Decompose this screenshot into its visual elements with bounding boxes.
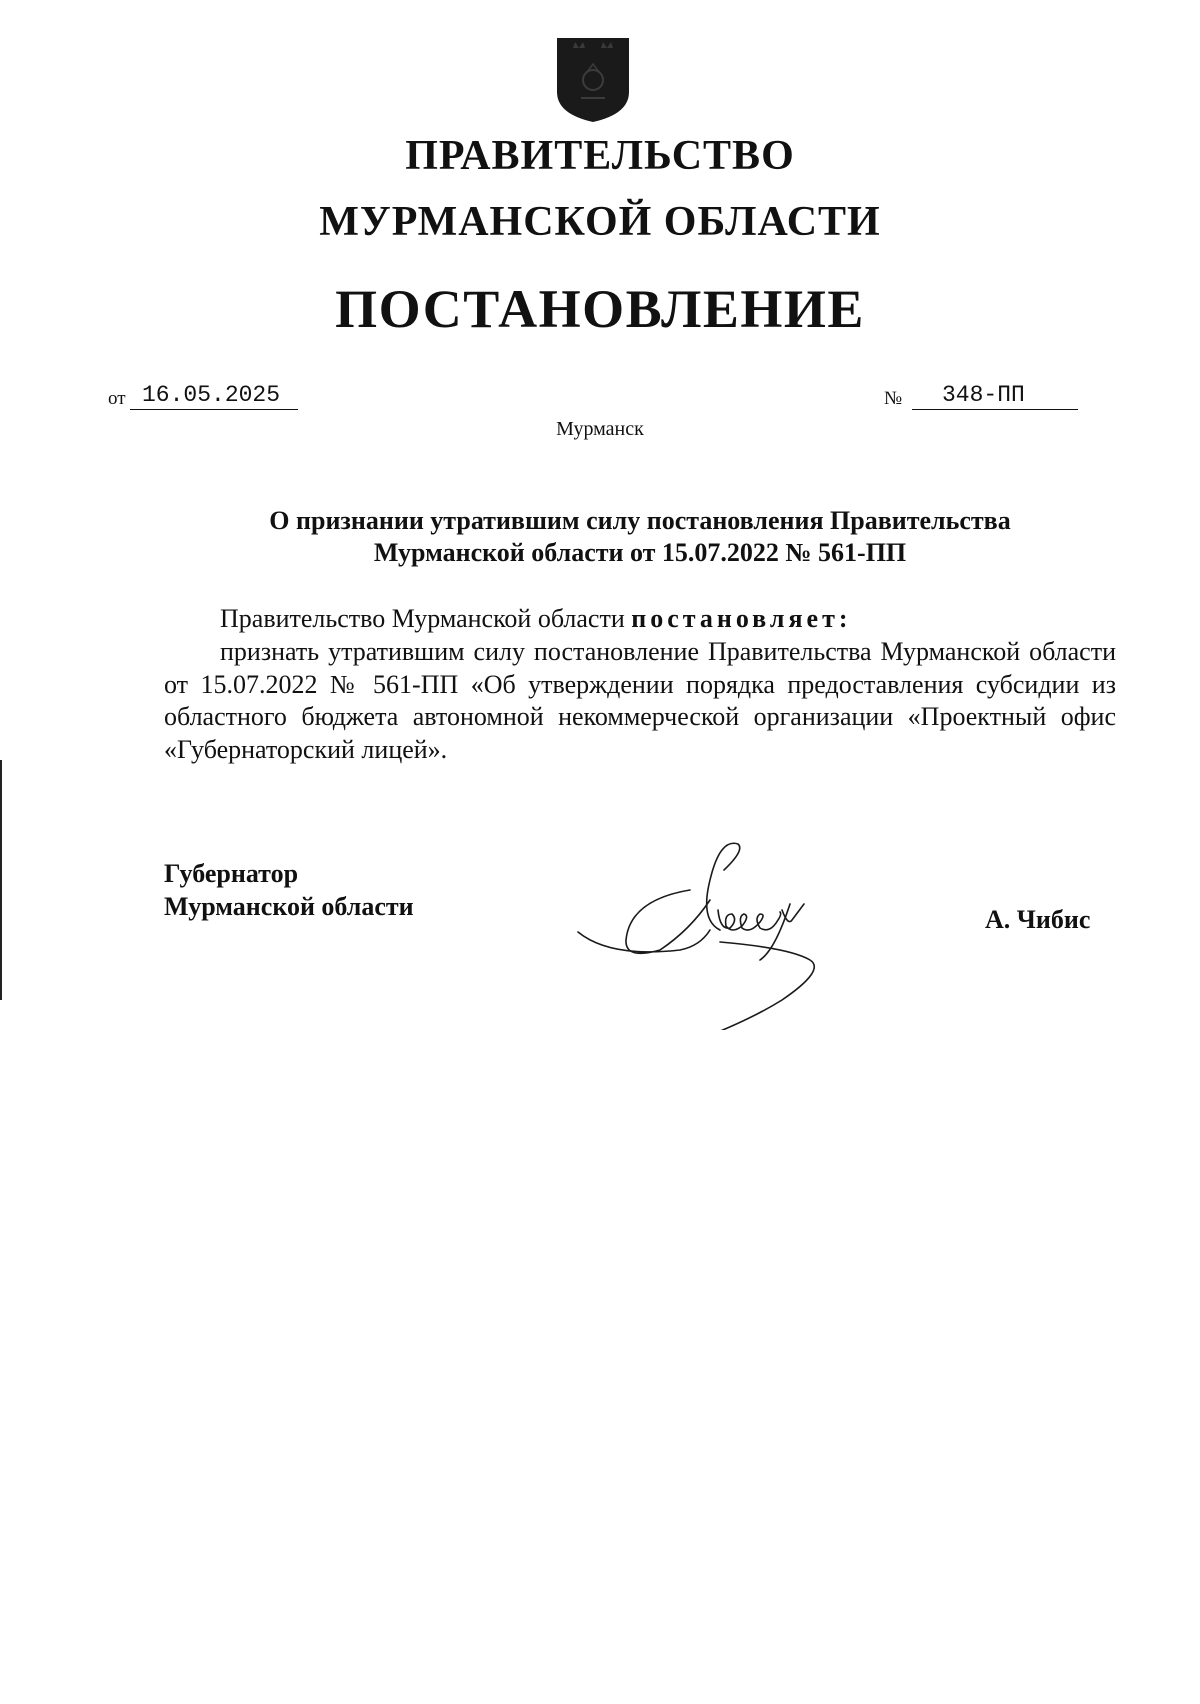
subject-line2: Мурманской области от 15.07.2022 № 561-ПП bbox=[373, 538, 907, 567]
position-line2: Мурманской области bbox=[164, 892, 414, 921]
signatory-name: А. Чибис bbox=[985, 905, 1091, 934]
document-date: 16.05.2025 bbox=[130, 380, 298, 410]
organization-title-line1: ПРАВИТЕЛЬСТВО bbox=[405, 133, 795, 179]
handwritten-signature bbox=[570, 830, 870, 1030]
document-type-title: ПОСТАНОВЛЕНИЕ bbox=[335, 279, 865, 339]
document-subject bbox=[200, 505, 1080, 569]
preamble-resolves: постановляет: bbox=[631, 604, 852, 633]
number-prefix: № bbox=[884, 388, 903, 409]
signatory-position bbox=[164, 857, 414, 923]
issue-city: Мурманск bbox=[556, 418, 644, 440]
document-number: 348-ПП bbox=[912, 380, 1078, 410]
scan-edge-line bbox=[0, 760, 2, 1000]
position-line1: Губернатор bbox=[164, 859, 299, 888]
coat-of-arms-icon bbox=[553, 34, 633, 124]
organization-title-line2: МУРМАНСКОЙ ОБЛАСТИ bbox=[319, 199, 881, 245]
preamble-text: Правительство Мурманской области bbox=[220, 604, 625, 633]
subject-line1: О признании утратившим силу постановления Правительства bbox=[269, 506, 1011, 535]
resolution-paragraph: признать утратившим силу постановление Правительства Мурманской области от 15.07.2022 № 561-ПП «Об утверждении порядка предоставления субсидии из областного бюджета автономной некоммерческой организации «Проектный офис «Губернаторский лицей». bbox=[164, 637, 1116, 764]
preamble bbox=[220, 603, 852, 635]
date-prefix: от bbox=[108, 388, 126, 409]
